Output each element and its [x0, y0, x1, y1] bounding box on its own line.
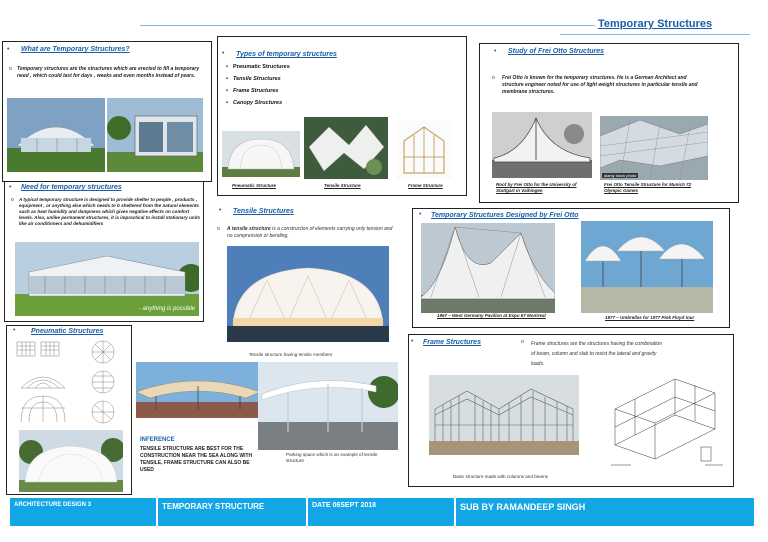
- caption-tensile: Tensile Structure: [324, 183, 361, 188]
- panel-pneumatic: [6, 325, 132, 495]
- footer-date-text: DATE 06SEPT 2018: [312, 502, 377, 509]
- text-tensile-lead: A tensile structure: [227, 226, 271, 232]
- caption-frame: Frame Structure: [408, 183, 443, 188]
- text-tensile-body: is a construction of elements carrying only tension and no compression or bending.: [227, 226, 393, 239]
- bullet-icon: •: [494, 48, 497, 55]
- photo-arena: [227, 246, 389, 342]
- bullet-icon: •: [222, 50, 225, 57]
- top-rule-right: [560, 34, 750, 35]
- footer-author-text: SUB BY RAMANDEEP SINGH: [460, 502, 586, 512]
- heading-what: What are Temporary Structures?: [21, 46, 130, 53]
- bullet-icon: •: [219, 207, 222, 214]
- bullet-icon: o: [217, 226, 220, 232]
- bullet-icon: •: [9, 184, 12, 191]
- stock-badge: alamy stock photo: [604, 173, 637, 178]
- types-list: [226, 64, 290, 112]
- panel-what: [2, 41, 212, 182]
- caption-frame-photo: Basic structure made with columns and beams: [453, 474, 548, 479]
- panel-designed: [412, 208, 730, 328]
- photo-pavilion-2: [107, 98, 203, 172]
- panel-frame: [408, 334, 734, 487]
- text-tensile: [227, 226, 397, 240]
- photo-pneumatic-dome: [222, 131, 300, 177]
- types-item: • Pneumatic Structures: [226, 64, 290, 70]
- bullet-icon: o: [11, 197, 14, 203]
- heading-frei-otto: Study of Frei Otto Structures: [508, 48, 605, 55]
- bullet-icon: o: [492, 75, 495, 81]
- page-title: Temporary Structures: [598, 18, 713, 30]
- diagram-pneumatic-grid: [13, 338, 125, 426]
- bullet-icon: o: [9, 66, 12, 72]
- photo-parking-tensile: [258, 362, 398, 450]
- caption-expo: 1967 – West Germany Pavilion at Expo 67 Montreal: [437, 313, 546, 318]
- photo-steel-frame: [429, 375, 579, 455]
- top-rule: [140, 25, 595, 26]
- photo-expo-pavilion: [421, 223, 555, 313]
- panel-tensile: [212, 197, 404, 365]
- caption-tensile-photo: Tensile structure having tensile members: [249, 352, 333, 357]
- panel-types: [217, 36, 467, 196]
- types-item: • Tensile Structures: [226, 76, 290, 82]
- bullet-icon: o: [521, 339, 524, 345]
- bullet-icon: •: [7, 46, 10, 53]
- photo-pneumatic-tent: [19, 430, 123, 492]
- inference-text: TENSILE STRUCTURE ARE BEST FOR THE CONSTRUCTION NEAR THE SEA ALONG WITH TENSILE, FRAME STRUCTURE CAN ALSO BE USED: [140, 446, 253, 473]
- photo-umbrellas: [581, 221, 713, 313]
- footer-author: [456, 498, 754, 526]
- footer-course-text: ARCHITECTURE DESIGN 3: [14, 502, 92, 508]
- text-what: Temporary structures are the structures which are erected to fill a temporary need , which could last for days , weeks and even months instead of years.: [17, 66, 200, 79]
- types-item: • Canopy Structures: [226, 100, 290, 106]
- photo-pavilion-1: [7, 98, 105, 172]
- heading-pneumatic: Pneumatic Structures: [31, 328, 104, 335]
- heading-designed: Temporary Structures Designed by Frei Otto: [431, 212, 579, 219]
- photo-frame-timber: [396, 121, 452, 179]
- watermark-text: - anything is possible: [138, 306, 195, 312]
- photo-canopy-market: [136, 362, 260, 418]
- panel-frei-otto: [479, 43, 739, 203]
- photo-event-hall: [15, 242, 199, 316]
- footer-topic: [158, 498, 308, 526]
- inference-title: INFERENCE: [140, 437, 175, 443]
- footer-topic-text: TEMPORARY STRUCTURE: [162, 502, 265, 511]
- drawing-frame-detail: [605, 375, 729, 469]
- photo-tensile-aerial: [304, 117, 388, 179]
- caption-stuttgart: Roof by Frei Otto for the University of Stuttgart in Vaihingen: [496, 182, 577, 193]
- heading-need: Need for temporary structures: [21, 184, 122, 191]
- caption-umbrellas: 1977 – Umbrellas for 1977 Pink Floyd tour: [605, 315, 695, 320]
- bullet-icon: •: [13, 327, 16, 334]
- footer-course: [10, 498, 158, 526]
- photo-munich-olympic: [600, 116, 708, 180]
- heading-types: Types of temporary structures: [236, 51, 337, 58]
- caption-pneumatic: Pneumatic Structure: [232, 183, 277, 188]
- text-frame: Frame structures are the structures having the combination of beam, column and slab to resist the lateral and gravity loads.: [531, 341, 662, 367]
- heading-tensile: Tensile Structures: [233, 208, 294, 215]
- photo-stuttgart-roof: [492, 112, 592, 178]
- panel-need: [4, 181, 204, 322]
- types-item: • Frame Structures: [226, 88, 290, 94]
- heading-frame: Frame Structures: [423, 339, 481, 346]
- text-frei-otto: Frei Otto is known for the temporary structures. He is a German Architect and structure engineer noted for use of light weight structures in particular tensile and membrane structures.: [502, 75, 698, 95]
- footer-date: [308, 498, 456, 526]
- bullet-icon: •: [411, 338, 414, 345]
- text-need: A typical temporary structure is designed to provide shelter to people , products , equipment , or anything else which needs to b sheltered from the natural elements such as heat humidity and dampness which gives negative effects on comfort levels. Also, unlike permanent structures, it is impractical to install stationary units like air conditioners and dehumidifiers: [19, 197, 201, 226]
- bullet-icon: •: [419, 211, 422, 218]
- caption-parking: Parking space which is an example of tensile structure: [286, 452, 378, 463]
- caption-munich: Frei Otto Tensile Structure for Munich 72 Olympic Games: [604, 182, 692, 193]
